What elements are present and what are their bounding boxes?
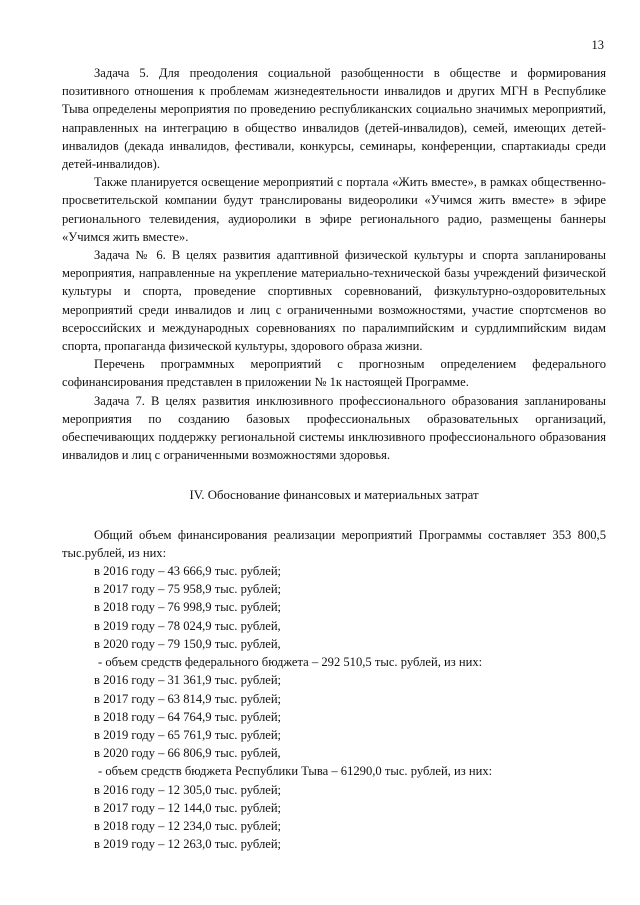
regional-year-item: в 2019 году – 12 263,0 тыс. рублей; bbox=[94, 837, 282, 852]
document-body bbox=[62, 64, 606, 853]
federal-year-item: в 2019 году – 65 761,9 тыс. рублей; bbox=[94, 727, 282, 742]
federal-year-item: в 2017 году – 63 814,9 тыс. рублей; bbox=[94, 691, 282, 706]
paragraph-total-financing: Общий объем финансирования реализации мероприятий Программы составляет 353 800,5 тыс.рублей, из них: bbox=[62, 527, 606, 560]
paragraph-task-5: Задача 5. Для преодоления социальной разобщенности в обществе и формирования позитивного отношения к проблемам жизнедеятельности инвалидов и других МГН в Республике Тыва определены мероприятия по проведению республиканских социально значимых мероприятий, направленных на интеграцию в общество инвалидов (детей-инвалидов), семей, имеющих детей-инвалидов (декада инвалидов, фестивали, конкурсы, семинары, конференции, спартакиады среди детей-инвалидов). bbox=[62, 66, 606, 172]
paragraph-task-7: Задача 7. В целях развития инклюзивного профессионального образования запланированы мероприятия по созданию базовых профессиональных образовательных организаций, обеспечивающих поддержку региональной системы инклюзивного профессионального образования инвалидов и лиц с ограниченными возможностями здоровья. bbox=[62, 393, 606, 463]
regional-budget-heading: - объем средств бюджета Республики Тыва – 61290,0 тыс. рублей, из них: bbox=[98, 764, 493, 779]
section-title: IV. Обоснование финансовых и материальных затрат bbox=[189, 488, 479, 503]
total-year-item: в 2020 году – 79 150,9 тыс. рублей, bbox=[94, 636, 281, 651]
federal-year-item: в 2020 году – 66 806,9 тыс. рублей, bbox=[94, 746, 281, 761]
regional-year-item: в 2018 году – 12 234,0 тыс. рублей; bbox=[94, 818, 282, 833]
paragraph-federal-cofinancing: Перечень программных мероприятий с прогнозным определением федерального софинансирования представлен в приложении № 1к настоящей Программе. bbox=[62, 357, 606, 390]
paragraph-portal: Также планируется освещение мероприятий с портала «Жить вместе», в рамках общественно-просветительской компании будут транслированы видеоролики «Учимся жить вместе» в эфире регионального телевидения, аудиоролики в эфире регионального радио, размещены баннеры «Учимся жить вместе». bbox=[62, 175, 606, 244]
regional-year-item: в 2016 году – 12 305,0 тыс. рублей; bbox=[94, 782, 282, 797]
total-year-item: в 2019 году – 78 024,9 тыс. рублей, bbox=[94, 618, 281, 633]
regional-year-item: в 2017 году – 12 144,0 тыс. рублей; bbox=[94, 800, 282, 815]
total-year-item: в 2018 году – 76 998,9 тыс. рублей; bbox=[94, 600, 282, 615]
page-number: 13 bbox=[591, 38, 604, 52]
federal-year-item: в 2016 году – 31 361,9 тыс. рублей; bbox=[94, 673, 282, 688]
federal-budget-heading: - объем средств федерального бюджета – 292 510,5 тыс. рублей, из них: bbox=[98, 655, 483, 670]
total-year-item: в 2017 году – 75 958,9 тыс. рублей; bbox=[94, 582, 282, 597]
paragraph-task-6: Задача № 6. В целях развития адаптивной физической культуры и спорта запланированы мероприятия, направленные на укрепление материально-технической базы учреждений физической культуры и спорта, проведение спортивных соревнований, физкультурно-оздоровительных мероприятий среди инвалидов и лиц с ограниченными возможностями, участие спортсменов во всероссийских и международных соревнованиях по паралимпийским и сурдлимпийским видам спорта, пропаганда физической культуры, здорового образа жизни. bbox=[62, 248, 606, 354]
federal-year-item: в 2018 году – 64 764,9 тыс. рублей; bbox=[94, 709, 282, 724]
total-year-item: в 2016 году – 43 666,9 тыс. рублей; bbox=[94, 564, 282, 579]
